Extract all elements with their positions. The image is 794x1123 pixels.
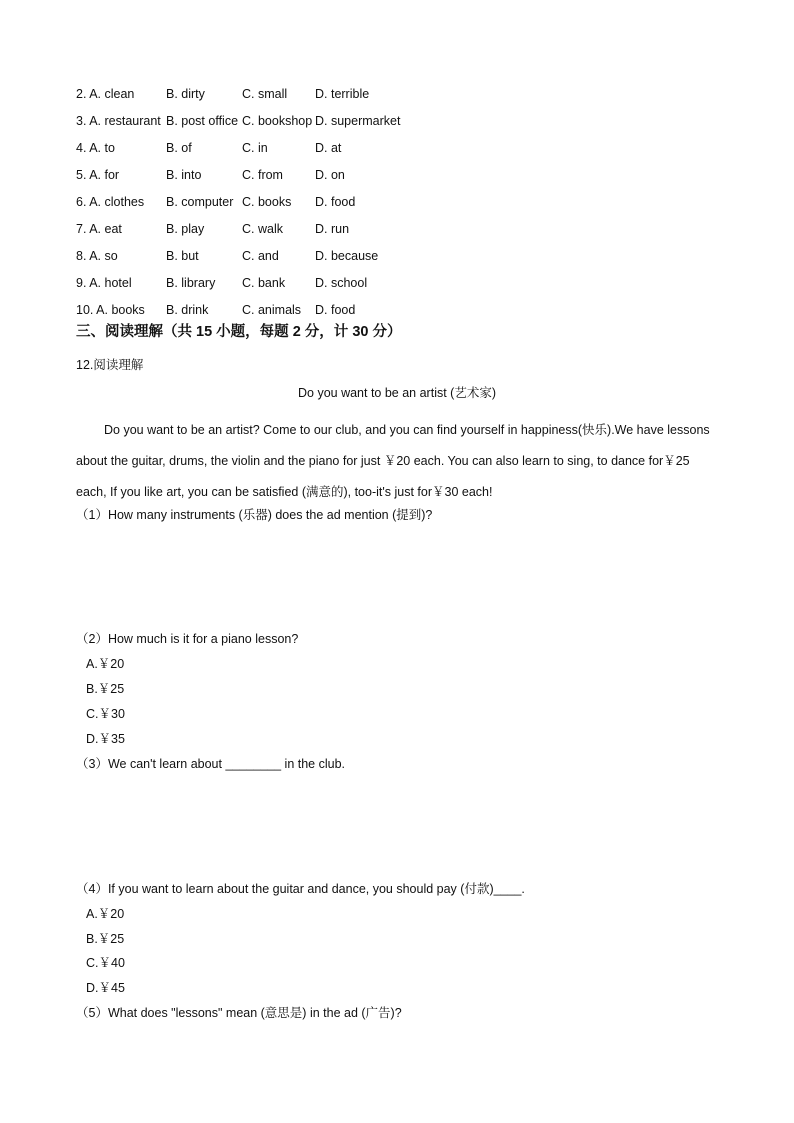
option-row	[76, 269, 415, 296]
option-d: D. supermarket	[315, 113, 401, 128]
option-row	[76, 242, 415, 269]
option-a: 10. A. books	[76, 302, 145, 317]
option-a: 8. A. so	[76, 248, 118, 263]
choice-a: A.￥20	[86, 657, 125, 671]
option-c: C. walk	[242, 221, 283, 236]
option-a: 3. A. restaurant	[76, 113, 161, 128]
option-row	[76, 161, 415, 188]
option-d: D. at	[315, 140, 342, 155]
sub-question-5: （5）What does "lessons" mean (意思是) in the ad (广告)?	[76, 1006, 402, 1020]
option-d: D. terrible	[315, 86, 370, 101]
option-b: B. drink	[166, 302, 209, 317]
sub-question-1: （1）How many instruments (乐器) does the ad mention (提到)?	[76, 508, 433, 522]
passage-title: Do you want to be an artist (艺术家)	[298, 386, 496, 400]
option-c: C. from	[242, 167, 283, 182]
option-a: 7. A. eat	[76, 221, 122, 236]
option-d: D. run	[315, 221, 350, 236]
choice-d: D.￥35	[86, 732, 125, 746]
option-row	[76, 215, 415, 242]
option-b: B. library	[166, 275, 216, 290]
choice-c: C.￥30	[86, 707, 125, 721]
option-b: B. computer	[166, 194, 234, 209]
option-d: D. school	[315, 275, 368, 290]
option-a: 2. A. clean	[76, 86, 135, 101]
choice-d: D.￥45	[86, 981, 125, 995]
section-heading: 三、阅读理解（共 15 小题，每题 2 分，计 30 分）	[76, 324, 402, 340]
choice-b: B.￥25	[86, 932, 125, 946]
option-row	[76, 134, 415, 161]
option-row	[76, 188, 415, 215]
option-b: B. dirty	[166, 86, 205, 101]
question-number: 12.阅读理解	[76, 358, 144, 372]
option-a: 5. A. for	[76, 167, 120, 182]
option-c: C. small	[242, 86, 288, 101]
option-d: D. because	[315, 248, 379, 263]
choice-a: A.￥20	[86, 907, 125, 921]
option-c: C. in	[242, 140, 268, 155]
option-c: C. books	[242, 194, 292, 209]
sub-question-3: （3）We can't learn about ________ in the club.	[76, 757, 346, 771]
option-d: D. food	[315, 302, 356, 317]
option-b: B. of	[166, 140, 192, 155]
cloze-options-table	[76, 80, 415, 323]
option-b: B. into	[166, 167, 202, 182]
choice-c: C.￥40	[86, 956, 125, 970]
option-b: B. post office	[166, 113, 239, 128]
option-a: 9. A. hotel	[76, 275, 132, 290]
choice-b: B.￥25	[86, 682, 125, 696]
option-d: D. on	[315, 167, 345, 182]
sub-question-4: （4）If you want to learn about the guitar and dance, you should pay (付款)____.	[76, 882, 525, 896]
option-row	[76, 80, 415, 107]
sub-question-2: （2）How much is it for a piano lesson?	[76, 632, 299, 646]
option-d: D. food	[315, 194, 356, 209]
option-c: C. bank	[242, 275, 286, 290]
option-b: B. but	[166, 248, 199, 263]
option-a: 4. A. to	[76, 140, 115, 155]
option-c: C. bookshop	[242, 113, 313, 128]
reading-passage: Do you want to be an artist? Come to our club, and you can find yourself in happiness(快乐).We have lessons about the guitar, drums, the violin and the piano for just ￥20 each. You can also learn to sing, to dance for￥25 each, If you like art, you can be satisfied (满意的), too-it's just for￥30 each!	[76, 423, 710, 499]
option-row	[76, 296, 415, 323]
option-row	[76, 107, 415, 134]
option-b: B. play	[166, 221, 205, 236]
option-c: C. animals	[242, 302, 302, 317]
option-a: 6. A. clothes	[76, 194, 145, 209]
option-c: C. and	[242, 248, 279, 263]
